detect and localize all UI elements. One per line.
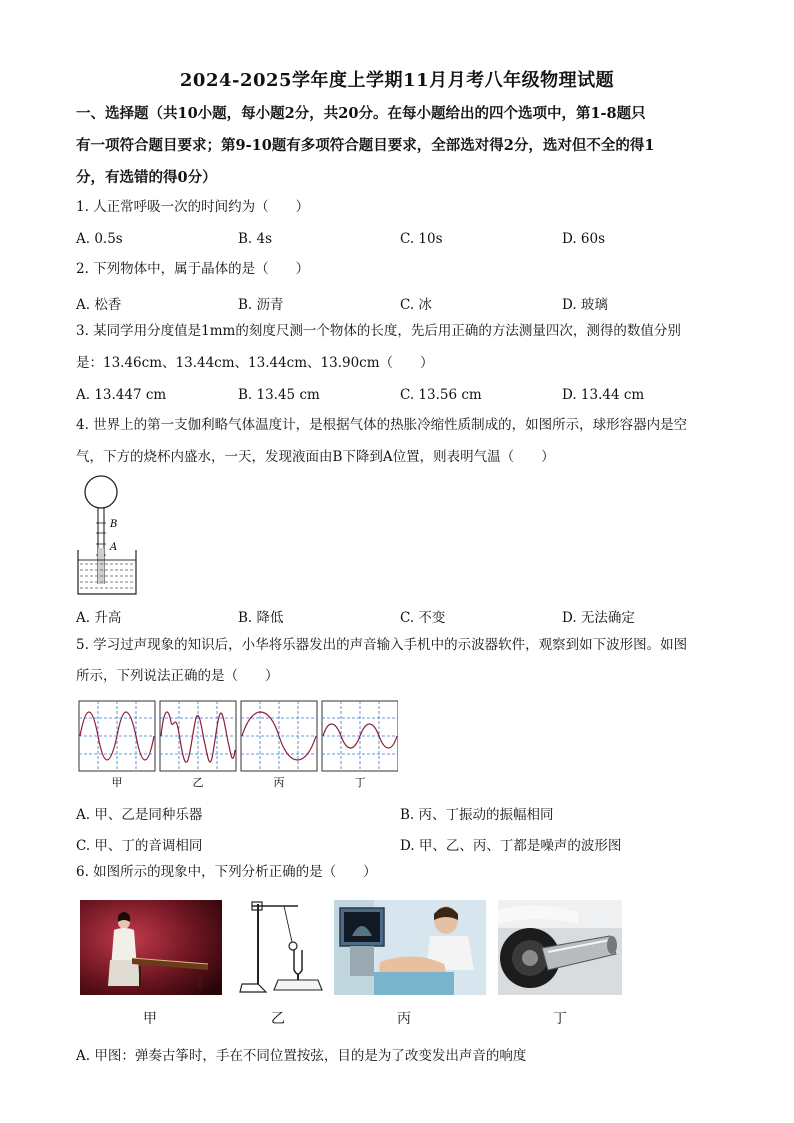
question-3-stem-line-2: 是：13.46cm、13.44cm、13.44cm、13.90cm（ ） [76,355,434,371]
question-5-option-a[interactable]: A. 甲、乙是同种乐器 [76,807,203,823]
section-header-line-2: 有一项符合题目要求；第9-10题有多项符合题目要求，全部选对得2分，选对但不全的得1 [76,137,655,154]
photo-label-jia: 甲 [143,1011,157,1027]
question-3-option-c[interactable]: C. 13.56 cm [400,387,482,403]
waveform-jia [79,701,155,771]
photo-label-bing: 丙 [397,1011,411,1027]
question-5-stem: 5. 学习过声现象的知识后，小华将乐器发出的声音输入手机中的示波器软件，观察到如下波形图。如图 [76,637,688,653]
question-3-option-d[interactable]: D. 13.44 cm [562,387,645,403]
question-6-option-a[interactable]: A. 甲图：弹奏古筝时，手在不同位置按弦，目的是为了改变发出声音的响度 [76,1048,527,1064]
question-2-option-b[interactable]: B. 沥青 [238,297,284,313]
photo-tuning-fork-stand [236,898,328,998]
waveform-yi [160,701,236,771]
question-1-option-b[interactable]: B. 4s [238,231,273,247]
wave-label-bing: 丙 [273,776,285,789]
wave-label-ding: 丁 [354,776,366,789]
question-1-stem: 1. 人正常呼吸一次的时间约为（ ） [76,199,310,215]
waveform-bing [241,701,317,771]
question-1-option-d[interactable]: D. 60s [562,231,606,247]
question-6-stem: 6. 如图所示的现象中，下列分析正确的是（ ） [76,864,377,880]
photo-label-ding: 丁 [553,1011,567,1027]
wave-label-jia: 甲 [111,776,123,789]
wave-label-yi: 乙 [192,776,204,789]
photo-motorcycle-muffler [498,900,622,995]
question-5-option-b[interactable]: B. 丙、丁振动的振幅相同 [400,807,554,823]
photo-label-yi: 乙 [271,1011,285,1027]
question-2-option-a[interactable]: A. 松香 [76,297,122,313]
photo-guzheng-performer [80,900,222,995]
question-5-option-c[interactable]: C. 甲、丁的音调相同 [76,838,203,854]
question-1-option-a[interactable]: A. 0.5s [76,231,123,247]
question-4-option-d[interactable]: D. 无法确定 [562,610,635,626]
question-3-option-b[interactable]: B. 13.45 cm [238,387,320,403]
question-4-stem: 4. 世界上的第一支伽利略气体温度计，是根据气体的热胀冷缩性质制成的，如图所示，球形容器内是空 [76,417,688,433]
label-b: B [110,519,118,530]
galileo-thermometer-figure [76,472,142,596]
question-2-stem: 2. 下列物体中，属于晶体的是（ ） [76,261,310,277]
question-1-option-c[interactable]: C. 10s [400,231,443,247]
question-4-option-b[interactable]: B. 降低 [238,610,284,626]
photo-ultrasound-scan [334,900,486,995]
question-4-stem-line-2: 气，下方的烧杯内盛水，一天，发现液面由B下降到A位置，则表明气温（ ） [76,449,555,465]
waveform-ding [322,701,398,771]
exam-title: 2024-2025学年度上学期11月月考八年级物理试题 [179,70,615,91]
question-3-option-a[interactable]: A. 13.447 cm [76,387,167,403]
waveform-figure [78,700,398,790]
question-5-stem-line-2: 所示，下列说法正确的是（ ） [76,668,279,684]
section-header-line-3: 分，有选错的得0分） [76,169,217,186]
question-2-option-c[interactable]: C. 冰 [400,297,432,313]
question-2-option-d[interactable]: D. 玻璃 [562,297,608,313]
question-3-stem: 3. 某同学用分度值是1mm的刻度尺测一个物体的长度，先后用正确的方法测量四次，测得的数值分别 [76,323,681,339]
section-header-line-1: 一、选择题（共10小题，每小题2分，共20分。在每小题给出的四个选项中，第1-8题只 [76,105,646,122]
label-a: A [110,542,118,553]
question-4-option-c[interactable]: C. 不变 [400,610,446,626]
question-4-option-a[interactable]: A. 升高 [76,610,122,626]
question-5-option-d[interactable]: D. 甲、乙、丙、丁都是噪声的波形图 [400,838,622,854]
